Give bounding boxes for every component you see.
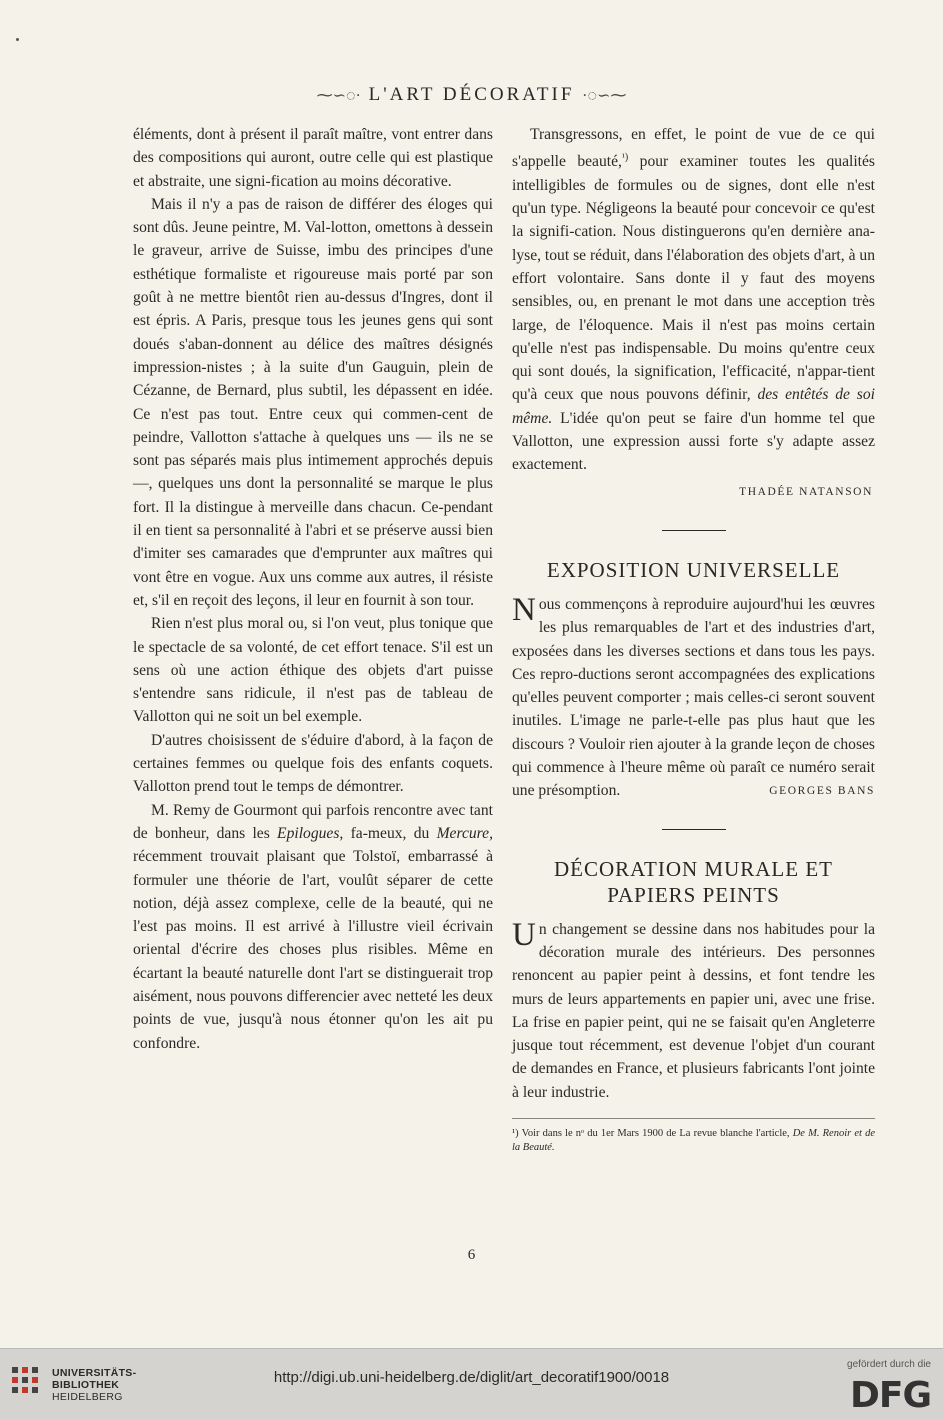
dfg-logo: DFG <box>849 1375 931 1416</box>
footnote-italic: De M. Renoir et de la Beauté. <box>512 1127 875 1153</box>
text-run: ous commençons à reproduire aujourd'hui les œuvres les plus remarquables de l'art et des industries d'art, exposées dans les diverses sections et dans tous les pays. Ces repro-ductions seront accompagnées des explications qu'elles peuvent comporter ; mais celles-ci seront souvent inutiles. L'image ne parle-t-elle pas plus haut que les discours ? Vouloir rien ajouter à la grande leçon de choses qui commence à l'heure même où paraît ce numéro serait une présomption. <box>512 595 875 800</box>
header-ornament-right-icon: ·◌∽⁓ <box>582 87 627 105</box>
title-line: DÉCORATION MURALE ET <box>554 856 833 881</box>
library-name-line: HEIDELBERG <box>52 1391 123 1403</box>
text-run: M. Remy de Gourmont qui parfois rencontre avec tant de bonheur, dans les <box>133 801 493 842</box>
journal-title: L'ART DÉCORATIF <box>368 84 575 105</box>
italic-title: Epilogues, <box>277 824 344 842</box>
left-column <box>133 123 493 1055</box>
paragraph: Rien n'est plus moral ou, si l'on veut, plus tonique que le spectacle de sa volonté, de cet effort tenace. S'il est un sens où une action éthique des objets d'art puisse s'entendre sans ridicule, il n'est pas de tableau de Vallotton qui ne soit un bel exemple. <box>133 615 493 726</box>
scan-speck <box>16 38 19 41</box>
paragraph: Mais il n'y a pas de raison de différer des éloges qui sont dûs. Jeune peintre, M. Val-lotton, omettons à dessein le graveur, arrive de Suisse, imbu des principes d'une esthétique formaliste et rigoureuse mais porté par son goût à ne mettre bientôt rien au-dessus d'Ingres, dont il est épris. A Paris, presque tous les jeunes gens qui sont doués s'aban-donnent au délice des maîtres désignés impression-nistes ; à la suite d'un Gauguin, plein de Cézanne, de Bernard, plus subtil, les dépassent en idée. Ce n'est pas tout. Entre ceux qui commen-cent de peindre, Vallotton s'attache à quelques uns — ils ne se sont pas séparés mais plus intimement approchés depuis —, quelques uns dont la personnalité se marque le plus fort. Il la distingue à merveille dans chacun. Ce-pendant il en tient sa personnalité à l'abri et se préserve aussi bien d'imiter ses camarades que d'emprunter aux maîtres qui vont être en vogue. Aux uns comme aux autres, il résiste et, s'il en reçoit des leçons, il leur en fournit à son tour. <box>133 195 493 609</box>
paragraph: D'autres choisissent de s'éduire d'abord, à la façon de certaines femmes ou quelque fois des enfants coquets. Vallotton prend tout le temps de démontrer. <box>133 731 493 796</box>
text-run: récemment trouvait plaisant que Tolstoï, embarrassé à formuler une théorie de l'art, voulût séparer de cette notion, déjà assez complexe, celle de la beauté, qui ne l'est pas moins. Il est arrivé à l'illustre vieil écrivain oriental d'écrire des choses plus risibles. Même en écartant la beauté naturelle dont l'art se distinguerait trop aisément, nous pouvons differencier avec netteté les deux points de vue, jusqu'à nous étonner qu'on les ait pu confondre. <box>133 848 493 1052</box>
section-divider <box>662 530 726 531</box>
text-run: L'idée qu'on peut se faire d'un homme tel que Vallotton, une expression aussi forte s'y adapte assez exactement. <box>512 409 875 474</box>
viewer-footer <box>0 1348 943 1419</box>
paragraph <box>512 918 875 1104</box>
author-signature: GEORGES BANS <box>769 785 875 798</box>
paragraph <box>133 799 493 1055</box>
running-header <box>0 84 943 106</box>
permalink-url[interactable]: http://digi.ub.uni-heidelberg.de/diglit/art_decoratif1900/0018 <box>273 1369 670 1386</box>
author-signature: THADÉE NATANSON <box>739 485 873 498</box>
section-title <box>512 856 875 908</box>
footnote-marker: ¹) <box>621 152 629 164</box>
paragraph <box>512 593 875 803</box>
page-number: 6 <box>467 1247 476 1263</box>
section-title: EXPOSITION UNIVERSELLE <box>546 557 841 582</box>
right-column <box>512 123 875 1155</box>
text-run: Transgressons, en effet, le point de vue de ce qui s'appelle beauté, <box>512 126 875 171</box>
library-name-line: UNIVERSITÄTS- <box>52 1367 137 1379</box>
text-run: n changement se dessine dans nos habitudes pour la décoration murale des intérieurs. Des personnes renoncent au papier peint à dessins, et font tendre les murs de leurs appartements en papier uni, avec une frise. La frise en papier peint, qui ne se faisait qu'en Angleterre jusque tout récemment, est devenue l'objet d'un courant de demandes en France, et plusieurs fabricants l'ont jointe à leur industrie. <box>512 920 875 1101</box>
footnote <box>512 1118 875 1155</box>
drop-cap: U <box>512 916 536 953</box>
footnote-text: ¹) Voir dans le nᵒ du 1er Mars 1900 de La revue blanche l'article, <box>512 1127 790 1139</box>
text-run: fa-meux, du <box>343 824 437 842</box>
section-divider <box>662 829 726 830</box>
funding-note: gefördert durch die <box>847 1359 931 1370</box>
drop-cap: N <box>512 591 536 628</box>
header-ornament-left-icon: ⁓∽◌· <box>316 87 361 105</box>
library-name-line: BIBLIOTHEK <box>52 1379 120 1391</box>
paragraph: éléments, dont à présent il paraît maître, vont entrer dans des compositions qui auront, outre celle qui est plastique et abstraite, une signi-fication au moins décorative. <box>133 126 493 190</box>
text-run: pour examiner toutes les qualités intelligibles de formules ou de signes, dont elle n'est qu'un type. Négligeons la beauté pour concevoir ce qu'est la signifi-cation. Nous distinguerons qu'en dernière ana-lyse, tout se réduit, dans l'élaboration des objets d'art, à un effort volontaire. Sans donte il y faut des moyens sensibles, ou, en prenant le mot dans une acception très large, de l'éloquence. Mais il n'est pas moins certain qu'elle n'est pas indispensable. Du moins qu'entre ceux qui sont doués, la signification, l'efficacité, n'appar-tient qu'à ceux que nous pouvons définir, <box>512 153 875 404</box>
italic-title: Mercure, <box>436 824 493 842</box>
paragraph <box>512 123 875 477</box>
title-line: PAPIERS PEINTS <box>607 882 780 907</box>
italic-phrase: des entêtés de soi même. <box>512 386 875 427</box>
